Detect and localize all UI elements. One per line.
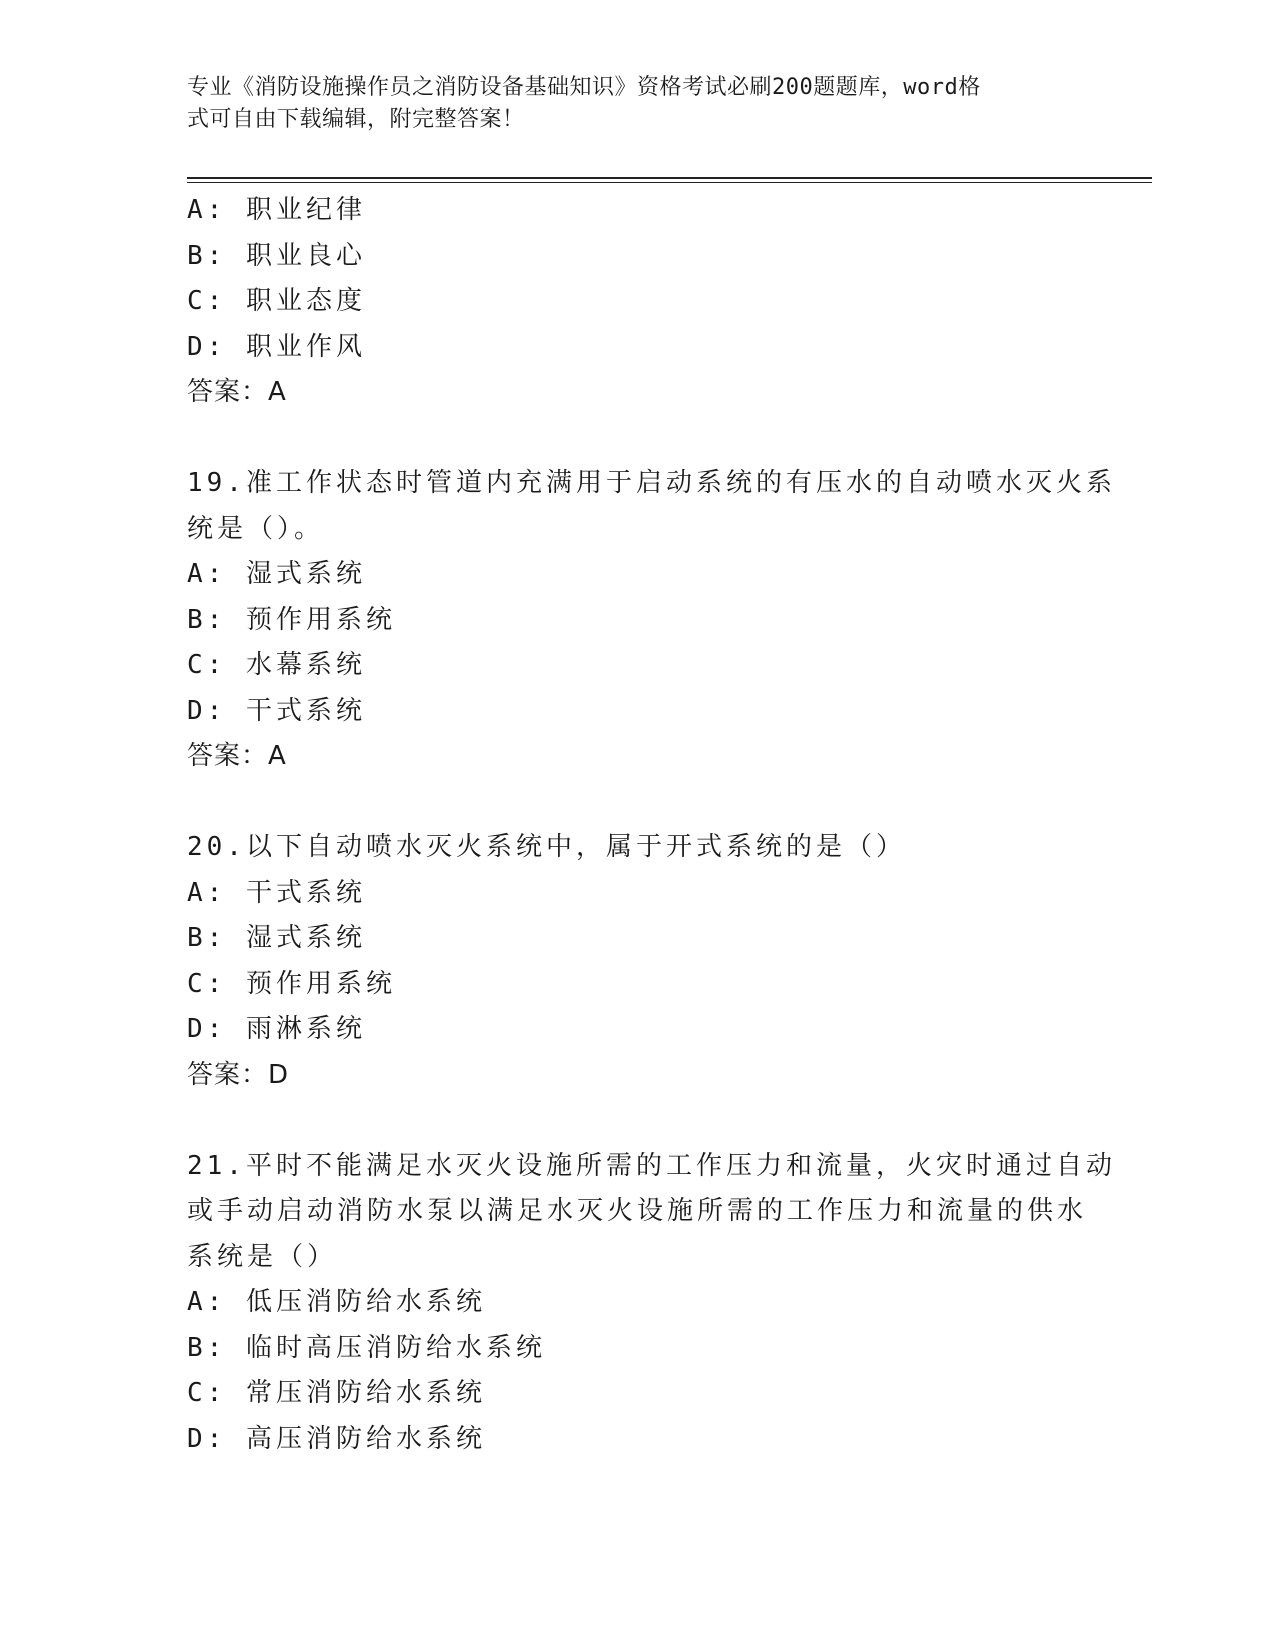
question-stem-line: 或手动启动消防水泵以满足水灭火设施所需的工作压力和流量的供水	[187, 1196, 1088, 1226]
question-18	[187, 188, 1087, 416]
option-a: A: 湿式系统	[187, 559, 366, 589]
answer: 答案：A	[187, 377, 287, 407]
option-a: A: 干式系统	[187, 877, 366, 908]
header-line-2: 式可自由下载编辑，附完整答案！	[187, 107, 525, 132]
option-d: D: 干式系统	[187, 695, 366, 726]
question-list	[187, 188, 1116, 1462]
header-line-1: 专业《消防设施操作员之消防设备基础知识》资格考试必刷200题题库，word格	[187, 75, 981, 100]
option-b: B: 临时高压消防给水系统	[187, 1332, 546, 1363]
option-c: C: 常压消防给水系统	[187, 1378, 486, 1408]
answer: 答案：A	[187, 741, 287, 771]
question-stem-line: 20.以下自动喷水灭火系统中，属于开式系统的是（）	[187, 832, 906, 862]
option-d: D: 高压消防给水系统	[187, 1423, 486, 1454]
question-stem-line: 统是（）。	[187, 513, 325, 544]
option-a: A: 职业纪律	[187, 195, 366, 225]
option-b: B: 预作用系统	[187, 604, 396, 635]
option-c: C: 水幕系统	[187, 650, 366, 680]
option-b: B: 职业良心	[187, 240, 366, 271]
question-stem-line: 21.平时不能满足水灭火设施所需的工作压力和流量，火灾时通过自动	[187, 1150, 1116, 1181]
option-d: D: 雨淋系统	[187, 1014, 366, 1044]
question-20	[187, 825, 1087, 1098]
answer: 答案：D	[187, 1059, 290, 1090]
option-c: C: 预作用系统	[187, 968, 396, 999]
question-21	[187, 1144, 1116, 1463]
option-a: A: 低压消防给水系统	[187, 1287, 486, 1317]
question-stem-line: 19.准工作状态时管道内充满用于启动系统的有压水的自动喷水灭火系	[187, 468, 1116, 498]
option-b: B: 湿式系统	[187, 923, 366, 953]
option-c: C: 职业态度	[187, 286, 366, 316]
header-rule-bottom	[187, 182, 1152, 183]
document-header	[187, 72, 1067, 136]
question-stem-line: 系统是（）	[187, 1241, 338, 1272]
header-rule-top	[187, 177, 1152, 179]
question-19	[187, 461, 1116, 780]
option-d: D: 职业作风	[187, 331, 366, 362]
